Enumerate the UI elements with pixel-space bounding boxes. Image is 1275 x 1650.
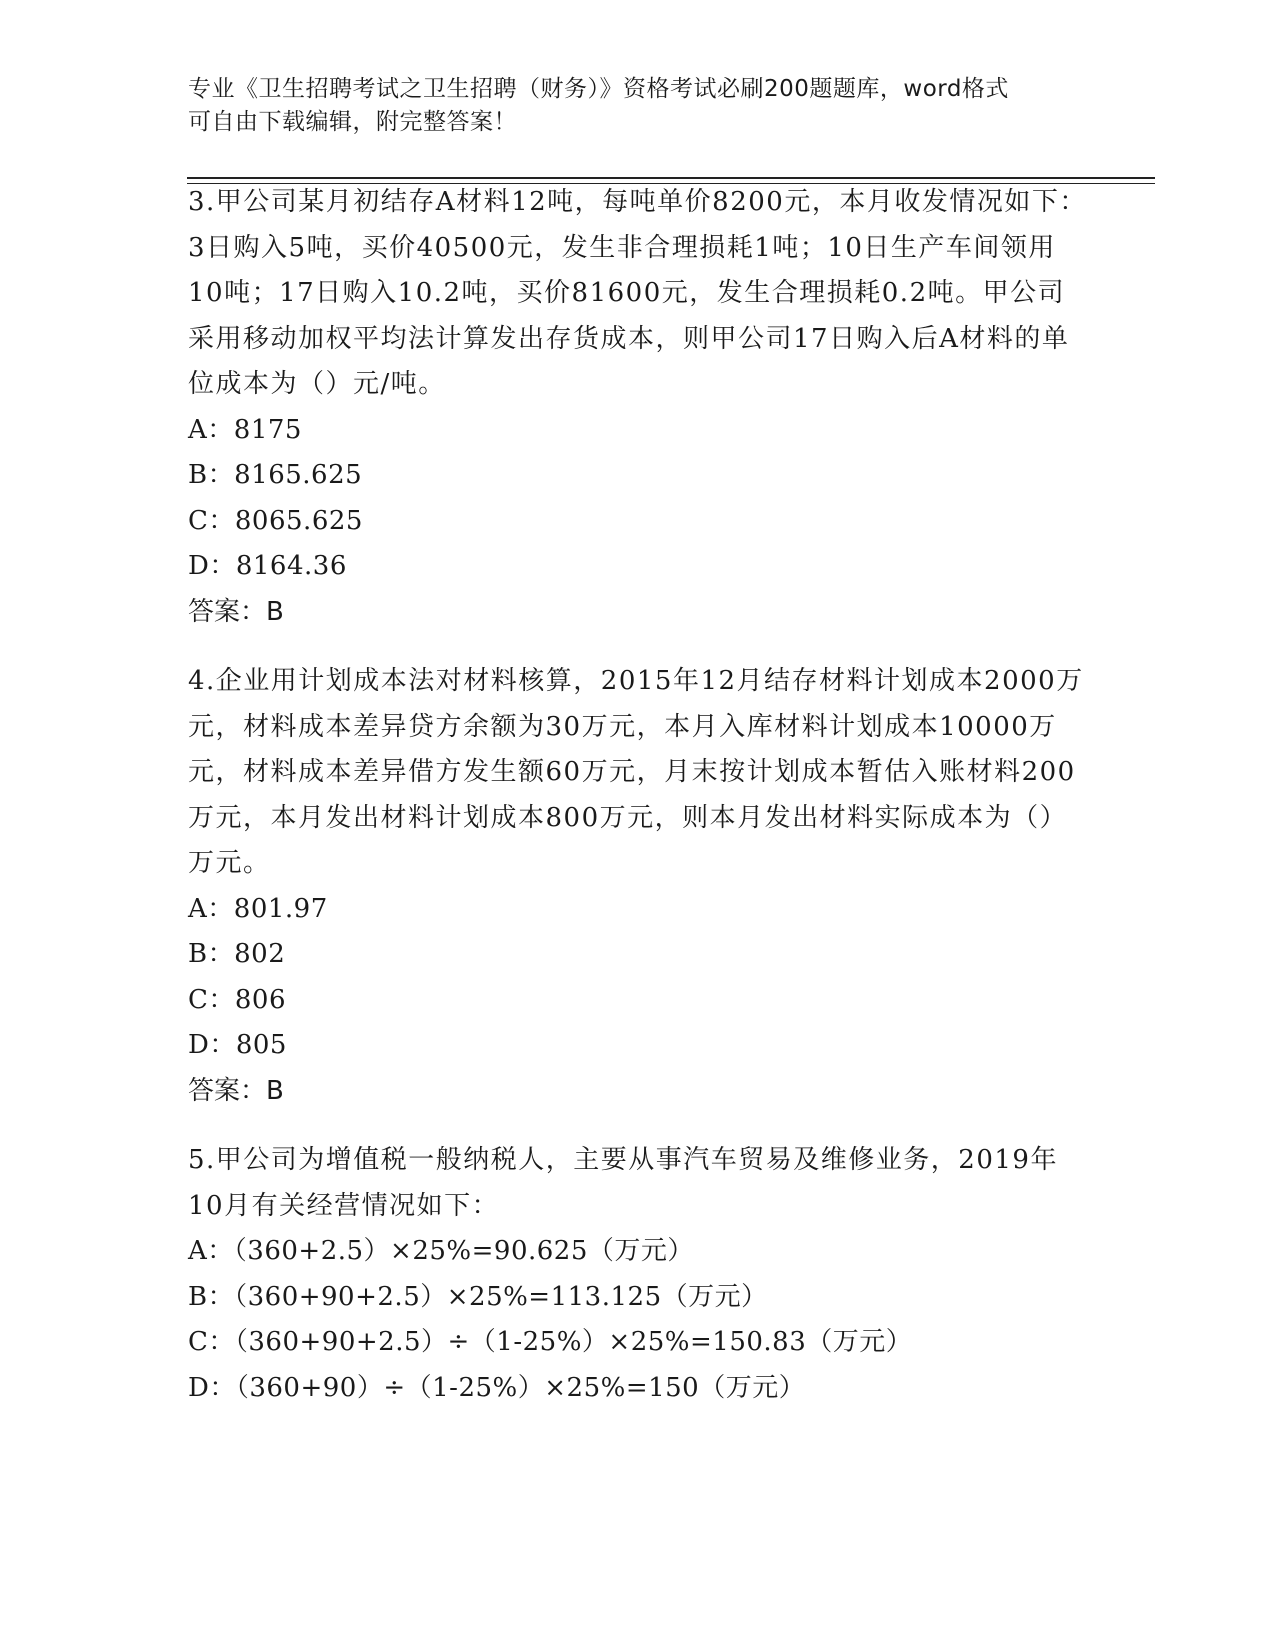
question-3	[188, 180, 1088, 635]
question-stem: 4.企业用计划成本法对材料核算，2015年12月结存材料计划成本2000万元，材料成本差异贷方余额为30万元，本月入库材料计划成本10000万元，材料成本差异借方发生额60万元，月末按计划成本暂估入账材料200万元，本月发出材料计划成本800万元，则本月发出材料实际成本为（）万元。	[188, 666, 1084, 878]
header-rule	[187, 177, 1155, 179]
question-4	[188, 659, 1088, 1114]
option-d: D：8164.36	[188, 551, 347, 581]
option-b: B：（360+90+2.5）×25%=113.125（万元）	[188, 1281, 768, 1312]
option-c: C：（360+90+2.5）÷（1-25%）×25%=150.83（万元）	[188, 1327, 913, 1357]
option-a: A：（360+2.5）×25%=90.625（万元）	[188, 1236, 694, 1266]
question-stem: 3.甲公司某月初结存A材料12吨，每吨单价8200元，本月收发情况如下：3日购入5吨，买价40500元，发生非合理损耗1吨；10日生产车间领用10吨；17日购入10.2吨，买价81600元，发生合理损耗0.2吨。甲公司采用移动加权平均法计算发出存货成本，则甲公司17日购入后A材料的单位成本为（）元/吨。	[188, 187, 1087, 399]
option-c: C：806	[188, 984, 287, 1015]
option-a: A：801.97	[188, 893, 328, 924]
header-line-2: 可自由下载编辑，附完整答案！	[188, 109, 517, 135]
option-c: C：8065.625	[188, 505, 363, 536]
answer: 答案：B	[188, 596, 284, 627]
option-a: A：8175	[188, 414, 302, 445]
page-header	[188, 73, 1068, 139]
question-5	[188, 1138, 1088, 1411]
option-d: D：（360+90）÷（1-25%）×25%=150（万元）	[188, 1372, 806, 1403]
header-line-1: 专业《卫生招聘考试之卫生招聘（财务）》资格考试必刷200题题库，word格式	[188, 76, 1009, 102]
question-stem: 5.甲公司为增值税一般纳税人，主要从事汽车贸易及维修业务，2019年10月有关经营情况如下：	[188, 1145, 1058, 1221]
answer: 答案：B	[188, 1075, 284, 1106]
option-b: B：802	[188, 939, 286, 969]
option-b: B：8165.625	[188, 460, 363, 490]
option-d: D：805	[188, 1030, 287, 1060]
